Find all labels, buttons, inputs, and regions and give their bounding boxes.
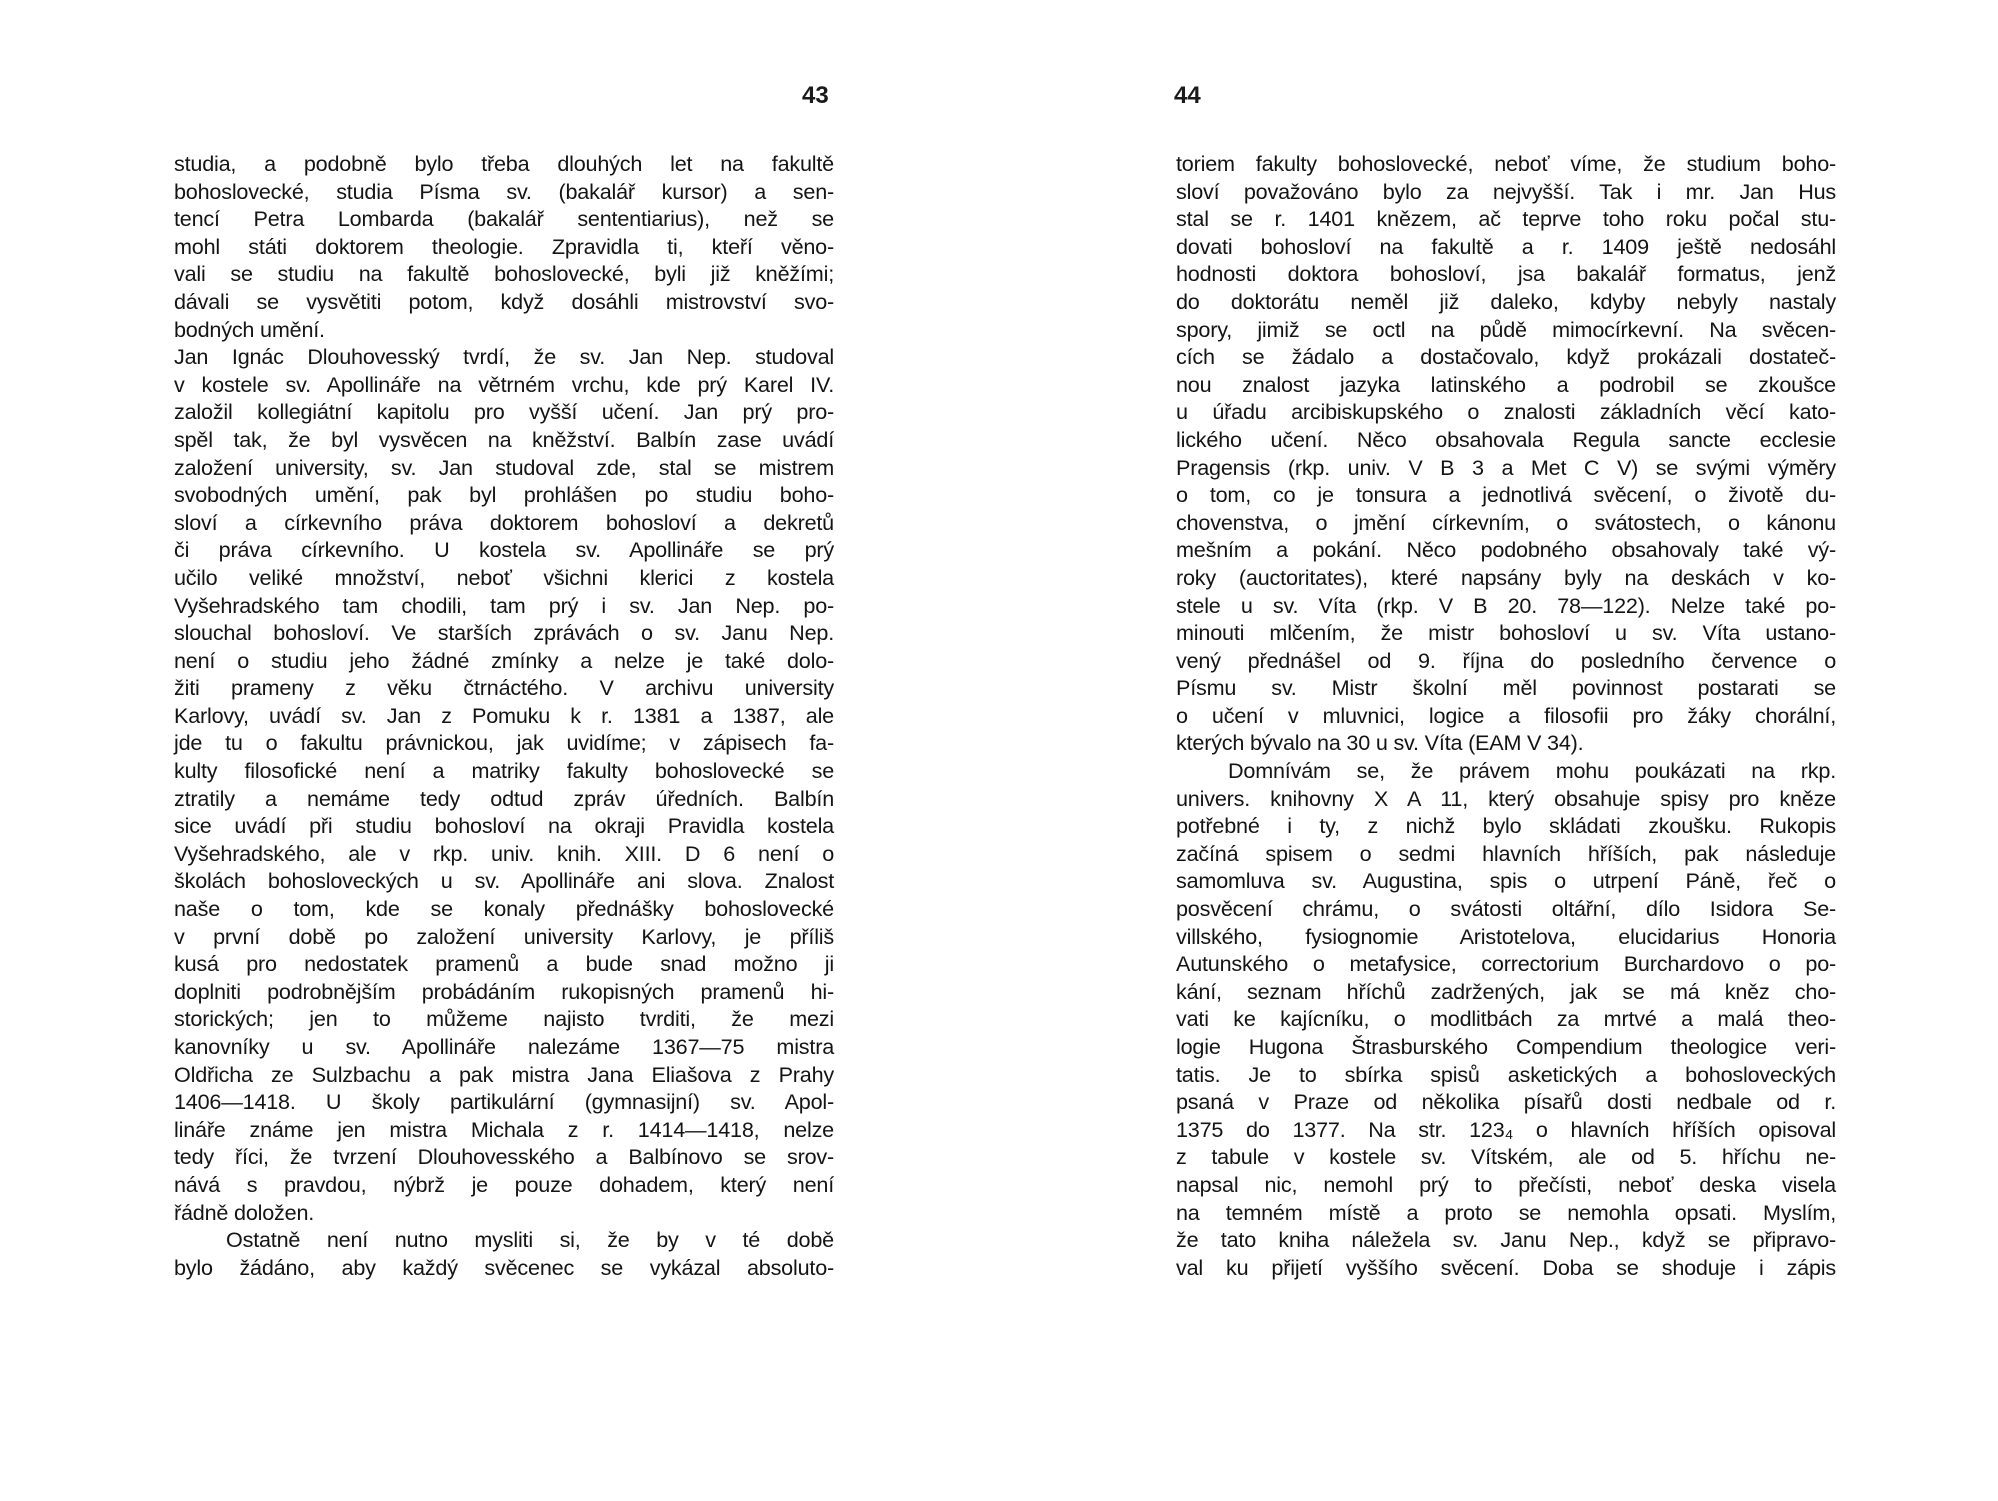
text-line: naše o tom, kde se konaly přednášky bohoslovecké — [174, 896, 834, 922]
text-line: že tato kniha náležela sv. Janu Nep., když se připravo- — [1176, 1227, 1836, 1253]
text-line: spěl tak, že byl vysvěcen na kněžství. Balbín zase uvádí — [174, 426, 834, 452]
text-line: není o studiu jeho žádné zmínky a nelze je také dolo- — [174, 647, 834, 673]
text-line: dávali se vysvětiti potom, když dosáhli mistrovství svo- — [174, 288, 834, 314]
page-text — [174, 150, 834, 1281]
text-line: dovati bohosloví na fakultě a r. 1409 ještě nedosáhl — [1176, 233, 1836, 259]
text-line: založil kollegiátní kapitolu pro vyšší učení. Jan prý pro- — [174, 399, 834, 425]
text-line: svobodných umění, pak byl prohlášen po studiu boho- — [174, 482, 834, 508]
text-line: mešním a pokání. Něco podobného obsahovaly také vý- — [1176, 537, 1836, 563]
text-line: vali se studiu na fakultě bohoslovecké, byli již kněžími; — [174, 261, 834, 287]
text-line: o učení v mluvnici, logice a filosofii pro žáky chorální, — [1176, 702, 1836, 728]
text-line: ztratily a nemáme tedy odtud zpráv úředních. Balbín — [174, 785, 834, 811]
text-line: 1406—1418. U školy partikulární (gymnasijní) sv. Apol- — [174, 1089, 834, 1115]
text-line: sice uvádí při studiu bohosloví na okraji Pravidla kostela — [174, 813, 834, 839]
text-line: lináře známe jen mistra Michala z r. 1414—1418, nelze — [174, 1116, 834, 1142]
text-line: cích se žádalo a dostačovalo, když prokázali dostateč- — [1176, 344, 1836, 370]
text-line: kterých bývalo na 30 u sv. Víta (EAM V 34). — [1176, 730, 1584, 756]
text-line: slouchal bohosloví. Ve starších zprávách o sv. Janu Nep. — [174, 620, 834, 646]
text-line: doplniti podrobnějším probádáním rukopisných pramenů hi- — [174, 978, 834, 1004]
text-line: stal se r. 1401 knězem, ač teprve toho roku počal stu- — [1176, 206, 1836, 232]
text-line: bohoslovecké, studia Písma sv. (bakalář kursor) a sen- — [174, 178, 834, 204]
text-line: Karlovy, uvádí sv. Jan z Pomuku k r. 1381 a 1387, ale — [174, 702, 834, 728]
text-line: logie Hugona Štrasburského Compendium theologice veri- — [1176, 1034, 1836, 1059]
text-line: z tabule v kostele sv. Vítském, ale od 5. hříchu ne- — [1176, 1144, 1836, 1170]
text-line: storických; jen to můžeme najisto tvrditi, že mezi — [174, 1006, 834, 1032]
text-line: nou znalost jazyka latinského a podrobil se zkoušce — [1176, 371, 1836, 397]
paragraph-start-line: Domnívám se, že právem mohu poukázati na rkp. — [1228, 758, 1836, 784]
paragraph-start-line: Jan Ignác Dlouhovesský tvrdí, že sv. Jan Nep. studoval — [174, 344, 834, 370]
text-line: chovenstva, o jmění církevním, o svátostech, o kánonu — [1176, 509, 1836, 535]
text-line: v první době po založení university Karlovy, je příliš — [174, 923, 834, 949]
text-line: kusá pro nedostatek pramenů a bude snad možno ji — [174, 951, 834, 977]
text-line: řádně doložen. — [174, 1199, 315, 1225]
paragraph-start-line: Ostatně není nutno mysliti si, že by v té době — [226, 1227, 834, 1253]
text-line: Pragensis (rkp. univ. V B 3 a Met C V) se svými výměry — [1176, 454, 1836, 480]
text-line: studia, a podobně bylo třeba dlouhých let na fakultě — [174, 151, 834, 176]
text-line: u úřadu arcibiskupského o znalosti základních věcí kato- — [1176, 399, 1836, 425]
text-line: val ku přijetí vyššího svěcení. Doba se shoduje i zápis — [1176, 1254, 1836, 1280]
text-line: bylo žádáno, aby každý svěcenec se vykázal absoluto- — [174, 1254, 834, 1280]
text-line: univers. knihovny X A 11, který obsahuje spisy pro kněze — [1176, 785, 1836, 811]
text-line: Vyšehradského tam chodili, tam prý i sv. Jan Nep. po- — [174, 592, 834, 618]
text-line: Písmu sv. Mistr školní měl povinnost postarati se — [1176, 675, 1836, 701]
text-line: tatis. Je to sbírka spisů asketických a bohosloveckých — [1176, 1061, 1836, 1087]
text-line: začíná spisem o sedmi hlavních hříších, pak následuje — [1176, 840, 1836, 866]
text-line: spory, jimiž se octl na půdě mimocírkevní. Na svěcen- — [1176, 316, 1836, 342]
text-line: posvěcení chrámu, o svátosti oltářní, dílo Isidora Se- — [1176, 896, 1836, 922]
text-line: tencí Petra Lombarda (bakalář sententiarius), než se — [174, 206, 834, 232]
text-line: učilo veliké množství, neboť všichni klerici z kostela — [174, 564, 834, 590]
text-line: Oldřicha ze Sulzbachu a pak mistra Jana Eliašova z Prahy — [174, 1061, 834, 1087]
text-line: vený přednášel od 9. října do posledního července o — [1176, 647, 1836, 673]
text-line: vati ke kajícníku, o modlitbách za mrtvé a malá theo- — [1176, 1006, 1836, 1032]
text-line: roky (auctoritates), které napsány byly na deskách v ko- — [1176, 564, 1836, 590]
text-line: o tom, co je tonsura a jednotlivá svěcení, o životě du- — [1176, 482, 1836, 508]
text-line: sloví považováno bylo za nejvyšší. Tak i mr. Jan Hus — [1176, 178, 1836, 204]
text-line: toriem fakulty bohoslovecké, neboť víme, že studium boho- — [1176, 151, 1836, 176]
text-line: Vyšehradského, ale v rkp. univ. knih. XIII. D 6 není o — [174, 840, 834, 866]
text-line: stele u sv. Víta (rkp. V B 20. 78—122). Nelze také po- — [1176, 592, 1836, 618]
page-number: 43 — [802, 82, 829, 109]
text-line: školách bohosloveckých u sv. Apollináře ani slova. Znalost — [174, 868, 834, 894]
text-line: v kostele sv. Apollináře na větrném vrchu, kde prý Karel IV. — [174, 371, 834, 397]
text-line: minouti mlčením, že mistr bohosloví u sv. Víta ustano- — [1176, 620, 1836, 646]
text-line: Autunského o metafysice, correctorium Burchardovo o po- — [1176, 951, 1836, 977]
text-line: či práva církevního. U kostela sv. Apollináře se prý — [174, 537, 834, 563]
page-text — [1176, 150, 1836, 1281]
text-line: psaná v Praze od několika písařů dosti nedbale od r. — [1176, 1089, 1836, 1115]
text-line: založení university, sv. Jan studoval zde, stal se mistrem — [174, 454, 834, 480]
text-line: kulty filosofické není a matriky fakulty bohoslovecké se — [174, 758, 834, 784]
text-line: villského, fysiognomie Aristotelova, elucidarius Honoria — [1176, 923, 1836, 949]
text-line: kanovníky u sv. Apollináře nalezáme 1367—75 mistra — [174, 1034, 834, 1059]
page-number: 44 — [1174, 82, 1201, 109]
text-line: kání, seznam hříchů zadržených, jak se má kněz cho- — [1176, 978, 1836, 1004]
text-line: jde tu o fakultu právnickou, jak uvidíme; v zápisech fa- — [174, 730, 834, 756]
text-line: napsal nic, nemohl prý to přečísti, neboť deska visela — [1176, 1171, 1836, 1197]
text-line: 1375 do 1377. Na str. 123₄ o hlavních hříších opisoval — [1176, 1116, 1836, 1142]
text-line: potřebné i ty, z nichž bylo skládati zkoušku. Rukopis — [1176, 813, 1836, 839]
text-line: mohl státi doktorem theologie. Zpravidla ti, kteří věno- — [174, 233, 834, 259]
text-line: do doktorátu neměl již daleko, kdyby nebyly nastaly — [1176, 288, 1836, 314]
text-line: sloví a církevního práva doktorem bohosloví a dekretů — [174, 509, 834, 535]
right-page — [999, 0, 1998, 1501]
text-line: žiti prameny z věku čtrnáctého. V archivu university — [174, 675, 834, 701]
text-line: nává s pravdou, nýbrž je pouze dohadem, který není — [174, 1171, 834, 1197]
text-line: hodnosti doktora bohosloví, jsa bakalář formatus, jenž — [1176, 261, 1836, 287]
text-line: bodných umění. — [174, 316, 325, 342]
text-line: tedy říci, že tvrzení Dlouhovesského a Balbínovo se srov- — [174, 1144, 834, 1170]
text-line: lického učení. Něco obsahovala Regula sancte ecclesie — [1176, 426, 1836, 452]
text-line: na temném místě a proto se nemohla opsati. Myslím, — [1176, 1199, 1836, 1225]
text-line: samomluva sv. Augustina, spis o utrpení Páně, řeč o — [1176, 868, 1836, 894]
